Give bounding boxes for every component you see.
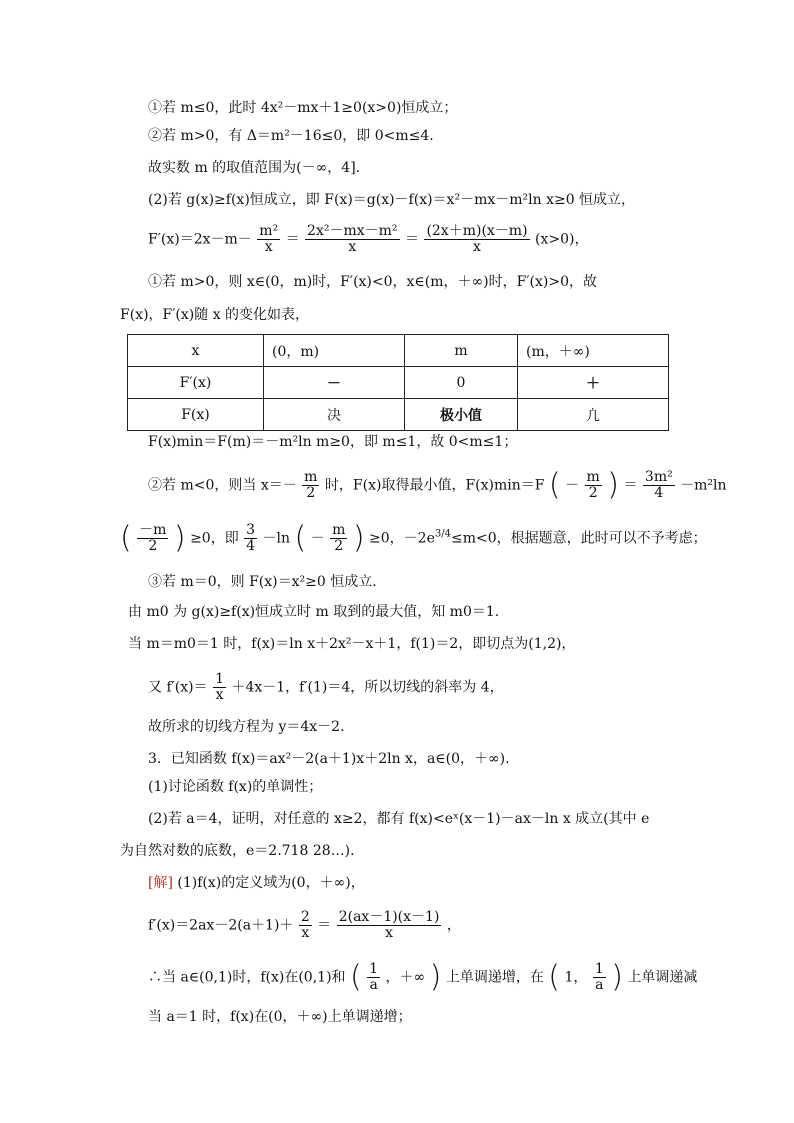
table-cell: 凢 [518, 399, 669, 431]
eq-text: (1)f(x)的定义域为(0，＋∞)， [177, 875, 365, 891]
fraction: $\frac{m}{2}$ [304, 469, 318, 501]
text-line: (2)若 g(x)≥f(x)恒成立，即 F(x)＝g(x)－f(x)＝x²－mx－m²ln x≥0 恒成立， [148, 192, 636, 208]
fraction: $\frac{m}{2}$ [586, 469, 600, 501]
eq-text: 上单调递减 [627, 969, 698, 986]
table-cell: 极小值 [405, 399, 518, 431]
text-line: 当 m＝m0＝1 时，f(x)＝ln x＋2x²－x＋1，f(1)＝2，即切点为(1,2)， [128, 636, 576, 652]
table-row [128, 335, 669, 367]
table-cell: ＋ [518, 367, 669, 399]
eq-text: ＋4x－1，f′(1)＝4，所以切线的斜率为 4， [231, 679, 504, 696]
eq-text: ②若 m<0，则当 x＝－ [148, 477, 297, 494]
table-cell: (m，＋∞) [518, 335, 669, 367]
equation-line [148, 959, 698, 995]
right-paren: ) [611, 959, 623, 995]
fraction: $\frac{\text{m²}}{x}$ [259, 223, 279, 255]
fraction: $\frac{3}{4}$ [246, 522, 256, 554]
equation-line [148, 672, 504, 703]
eq-text: ≥0，即 [190, 530, 239, 547]
left-paren: ( [294, 520, 307, 556]
table-row [128, 367, 669, 399]
text-line: F(x)min＝F(m)＝－m²ln m≥0，即 m≤1，故 0<m≤1； [148, 434, 518, 450]
eq-text: ∴当 a∈(0,1)时，f(x)在(0,1)和 [148, 969, 346, 986]
text-line: 由 m0 为 g(x)≥f(x)恒成立时 m 取到的最大值，知 m0＝1. [128, 604, 500, 620]
equation-line [148, 467, 727, 503]
table-cell: 0 [405, 367, 518, 399]
text-line: 当 a＝1 时，f(x)在(0，＋∞)上单调递增； [148, 1009, 412, 1025]
table-cell: － [264, 367, 405, 399]
eq-text: (x>0)， [535, 231, 589, 248]
eq-text: ＝ [317, 917, 332, 934]
variation-table [127, 334, 669, 431]
text-line: ③若 m＝0，则 F(x)＝x²≥0 恒成立. [148, 574, 377, 590]
fraction: $\frac{1}{x}$ [215, 671, 225, 703]
eq-text: ，＋∞ [385, 969, 426, 986]
text-line: ②若 m>0，有 Δ＝m²－16≤0，即 0<m≤4. [148, 128, 434, 144]
eq-text: f′(x)＝2ax－2(a＋1)＋ [148, 917, 294, 934]
right-paren: ) [173, 520, 186, 556]
eq-text: 1， [564, 969, 588, 986]
left-paren: ( [548, 959, 561, 995]
fraction: $\frac{m}{2}$ [332, 522, 346, 554]
eq-text: － [565, 477, 580, 494]
text-line: 为自然对数的底数，e＝2.718 28…). [120, 843, 355, 859]
text-line: 3．已知函数 f(x)＝ax²－2(a＋1)x＋2ln x，a∈(0，＋∞). [148, 751, 510, 767]
text-line: ①若 m>0，则 x∈(0，m)时，F′(x)<0，x∈(m，＋∞)时，F′(x)>0，故 [148, 274, 597, 290]
table-cell: (0，m) [264, 335, 405, 367]
text-line: F(x)，F′(x)随 x 的变化如表， [120, 307, 310, 323]
fraction: $\frac{\text{3m²}}{4}$ [644, 469, 673, 501]
fraction: $\frac{\text{2x²－mx－m²}}{x}$ [307, 223, 398, 255]
table-row [128, 399, 669, 431]
fraction: $\frac{1}{a}$ [369, 961, 379, 993]
left-paren: ( [120, 520, 132, 556]
equation-line [148, 910, 461, 941]
exponent: 3/4 [434, 528, 451, 540]
fraction: $\frac{1}{a}$ [594, 961, 604, 993]
eq-text: ＝ [404, 231, 419, 248]
table-cell: 决 [264, 399, 405, 431]
text-line: (2)若 a＝4，证明，对任意的 x≥2，都有 f(x)<eˣ(x－1)－ax－ln x 成立(其中 e [148, 811, 650, 827]
table-cell: x [128, 335, 264, 367]
eq-text: －ln [262, 530, 291, 547]
right-paren: ) [429, 959, 442, 995]
solution-tag: [解] [148, 875, 173, 891]
fraction: $\frac{2(ax-1)(x-1)}{x}$ [338, 909, 440, 941]
text-line: 故所求的切线方程为 y＝4x－2. [148, 719, 345, 735]
left-paren: ( [350, 959, 362, 995]
text-line: 故实数 m 的取值范围为(－∞，4]. [148, 160, 361, 176]
fraction: $\frac{(2x+m)(x-m)}{x}$ [426, 223, 528, 255]
solution-start [148, 873, 365, 893]
right-paren: ) [607, 467, 619, 503]
left-paren: ( [548, 467, 561, 503]
table-cell: m [405, 335, 518, 367]
fraction: $\frac{-m}{2}$ [139, 522, 167, 554]
eq-text: F′(x)＝2x－m－ [148, 231, 252, 248]
text-line: ①若 m≤0，此时 4x²－mx＋1≥0(x>0)恒成立； [148, 100, 458, 116]
eq-text: ≤m<0，根据题意，此时可以不予考虑； [450, 530, 707, 547]
text-line: (1)讨论函数 f(x)的单调性； [148, 779, 323, 795]
eq-text: 上单调递增，在 [445, 969, 544, 986]
equation-line [148, 224, 588, 255]
eq-text: ， [446, 917, 461, 934]
table-cell: F(x) [128, 399, 264, 431]
eq-text: ＝ [623, 477, 638, 494]
eq-text: 时，F(x)取得最小值，F(x)min＝F [324, 477, 545, 494]
eq-text: －m²ln [680, 477, 727, 494]
equation-line [120, 520, 707, 556]
table-cell: F′(x) [128, 367, 264, 399]
eq-text: － [310, 530, 325, 547]
eq-text: ≥0，－2e [369, 530, 435, 547]
right-paren: ) [352, 520, 365, 556]
eq-text: 又 f′(x)＝ [148, 679, 208, 696]
fraction: $\frac{2}{x}$ [300, 909, 310, 941]
eq-text: ＝ [285, 231, 300, 248]
